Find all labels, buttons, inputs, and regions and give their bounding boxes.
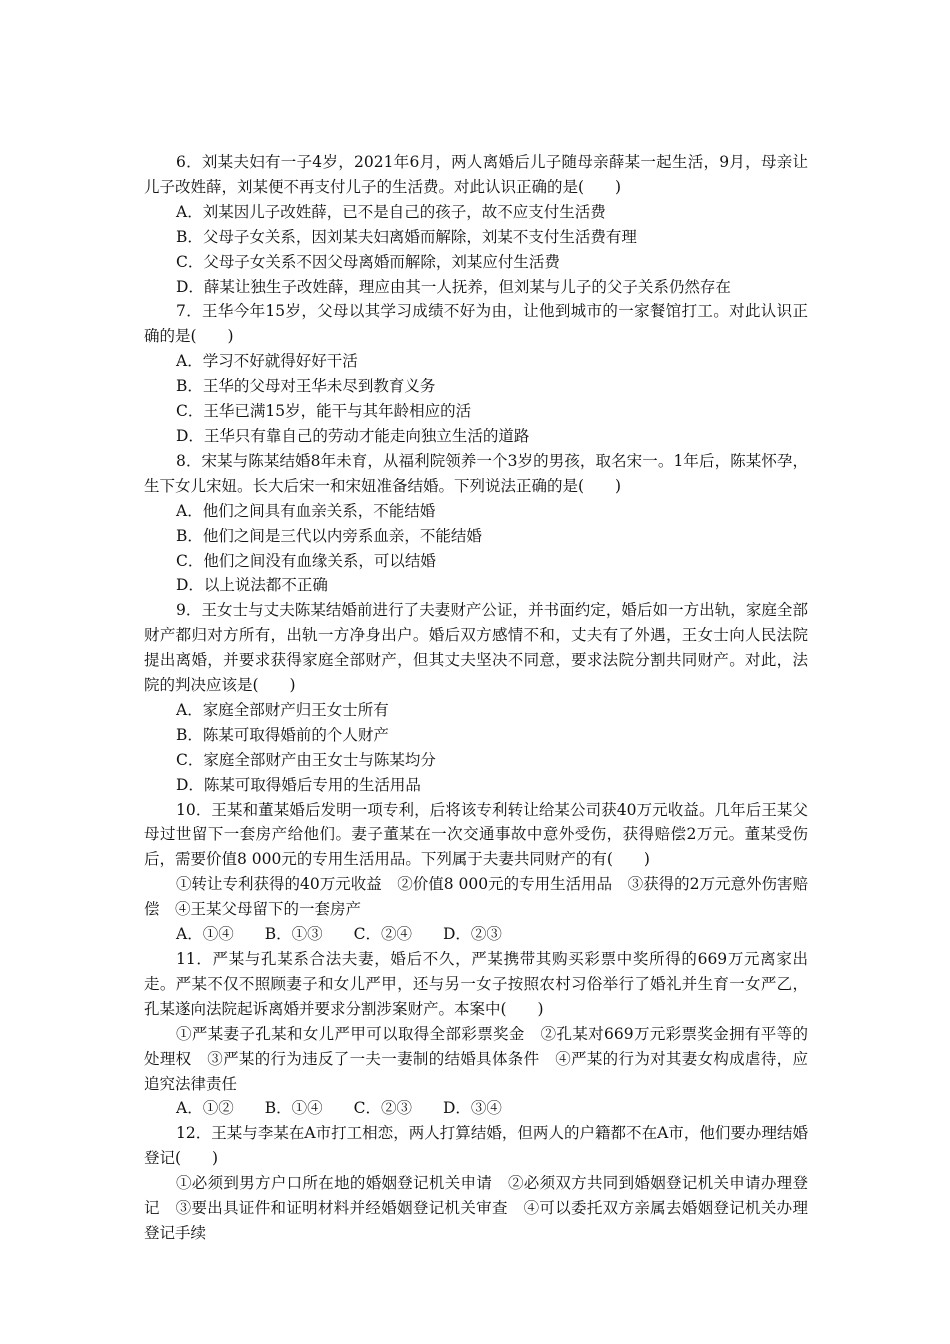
option-d: D．陈某可取得婚后专用的生活用品 <box>176 775 421 794</box>
question-9 <box>144 598 808 797</box>
question-stem: 7．王华今年15岁，父母以其学习成绩不好为由，让他到城市的一家餐馆打工。对此认识正确的是( ) <box>144 302 808 346</box>
question-stem: 8．宋某与陈某结婚8年未育，从福利院领养一个3岁的男孩，取名宋一。1年后，陈某怀孕，生下女儿宋妞。长大后宋一和宋妞准备结婚。下列说法正确的是( ) <box>144 451 808 495</box>
option-c: C．王华已满15岁，能干与其年龄相应的活 <box>176 402 472 421</box>
option-a: A．他们之间具有血亲关系，不能结婚 <box>176 501 436 520</box>
question-8 <box>144 449 808 598</box>
option-b: B．他们之间是三代以内旁系血亲，不能结婚 <box>176 526 482 545</box>
option-a: A．学习不好就得好好干活 <box>176 352 358 371</box>
option-d: D．以上说法都不正确 <box>176 576 328 595</box>
answer-choices: A．①② B．①④ C．②③ D．③④ <box>176 1099 502 1118</box>
question-statements: ①必须到男方户口所在地的婚姻登记机关申请 ②必须双方共同到婚姻登记机关申请办理登记 ③要出具证件和证明材料并经婚姻登记机关审查 ④可以委托双方亲属去婚姻登记机关办理登记手续 <box>144 1174 808 1242</box>
question-10 <box>144 798 808 947</box>
question-6 <box>144 150 808 299</box>
option-b: B．父母子女关系，因刘某夫妇离婚而解除，刘某不支付生活费有理 <box>176 227 637 246</box>
option-c: C．家庭全部财产由王女士与陈某均分 <box>176 750 436 769</box>
option-a: A．刘某因儿子改姓薛，已不是自己的孩子，故不应支付生活费 <box>176 202 606 221</box>
question-statements: ①转让专利获得的40万元收益 ②价值8 000元的专用生活用品 ③获得的2万元意外伤害赔偿 ④王某父母留下的一套房产 <box>144 875 808 919</box>
option-b: B．陈某可取得婚前的个人财产 <box>176 725 389 744</box>
question-7 <box>144 299 808 448</box>
question-stem: 9．王女士与丈夫陈某结婚前进行了夫妻财产公证，并书面约定，婚后如一方出轨，家庭全部财产都归对方所有，出轨一方净身出户。婚后双方感情不和，丈夫有了外遇，王女士向人民法院提出离婚，并要求获得家庭全部财产，但其丈夫坚决不同意，要求法院分割共同财产。对此，法院的判决应该是( ) <box>144 601 808 695</box>
question-stem: 12．王某与李某在A市打工相恋，两人打算结婚，但两人的户籍都不在A市，他们要办理结婚登记( ) <box>144 1124 808 1168</box>
option-a: A．家庭全部财产归王女士所有 <box>176 700 389 719</box>
question-11 <box>144 947 808 1121</box>
document-page <box>144 150 808 1246</box>
question-statements: ①严某妻子孔某和女儿严甲可以取得全部彩票奖金 ②孔某对669万元彩票奖金拥有平等的处理权 ③严某的行为违反了一夫一妻制的结婚具体条件 ④严某的行为对其妻女构成虐待，应追究法律责任 <box>144 1024 808 1093</box>
question-stem: 11．严某与孔某系合法夫妻，婚后不久，严某携带其购买彩票中奖所得的669万元离家出走。严某不仅不照顾妻子和女儿严甲，还与另一女子按照农村习俗举行了婚礼并生育一女严乙，孔某遂向法院起诉离婚并要求分割涉案财产。本案中( ) <box>144 950 808 1018</box>
question-12 <box>144 1121 808 1246</box>
question-stem: 10．王某和董某婚后发明一项专利，后将该专利转让给某公司获40万元收益。几年后王某父母过世留下一套房产给他们。妻子董某在一次交通事故中意外受伤，获得赔偿2万元。董某受伤后，需要价值8 000元的专用生活用品。下列属于夫妻共同财产的有( ) <box>144 800 808 869</box>
option-c: C．他们之间没有血缘关系，可以结婚 <box>176 551 436 570</box>
option-c: C．父母子女关系不因父母离婚而解除，刘某应付生活费 <box>176 252 560 271</box>
option-d: D．王华只有靠自己的劳动才能走向独立生活的道路 <box>176 426 530 445</box>
answer-choices: A．①④ B．①③ C．②④ D．②③ <box>176 925 502 944</box>
option-b: B．王华的父母对王华未尽到教育义务 <box>176 377 436 396</box>
option-d: D．薛某让独生子改姓薛，理应由其一人抚养，但刘某与儿子的父子关系仍然存在 <box>176 277 731 296</box>
question-stem: 6．刘某夫妇有一子4岁，2021年6月，两人离婚后儿子随母亲薛某一起生活，9月，母亲让儿子改姓薛，刘某便不再支付儿子的生活费。对此认识正确的是( ) <box>144 153 808 196</box>
